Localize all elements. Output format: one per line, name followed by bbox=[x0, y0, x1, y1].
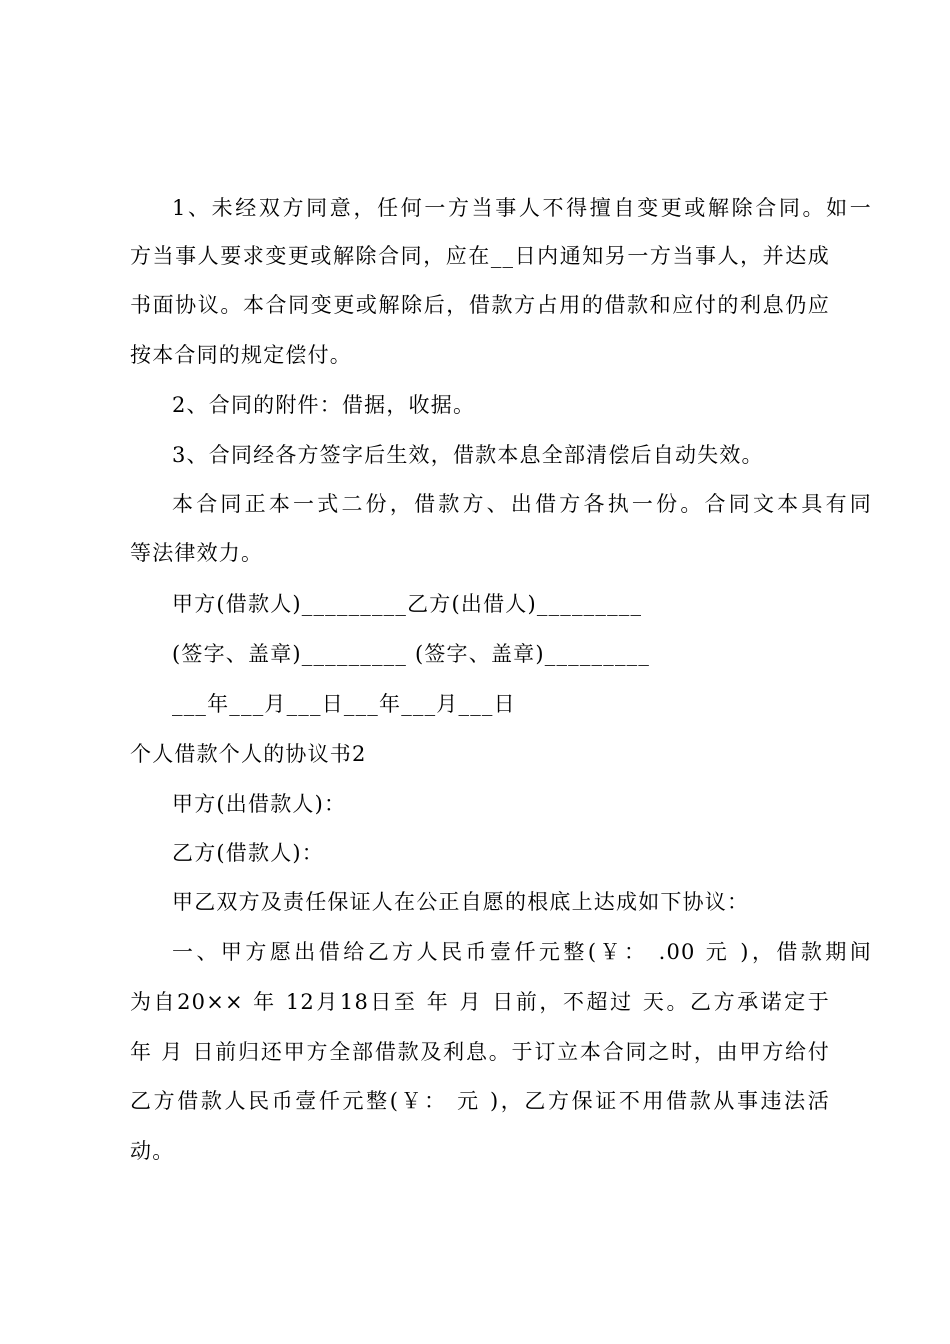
party-b-borrower: 乙方(借款人)： bbox=[172, 841, 324, 865]
signature-line: (签字、盖章)_________ (签字、盖章)_________ bbox=[172, 642, 651, 666]
article-1-line-4: 乙方借款人民币壹仟元整(￥： 元 )，乙方保证不用借款从事违法活 bbox=[130, 1089, 830, 1113]
agreement-intro: 甲乙双方及责任保证人在公正自愿的根底上达成如下协议： bbox=[172, 890, 750, 914]
date-line: ___年___月___日___年___月___日 bbox=[172, 692, 516, 716]
copies-line-1: 本合同正本一式二份，借款方、出借方各执一份。合同文本具有同 bbox=[172, 492, 872, 516]
article-1-line-5: 动。 bbox=[130, 1139, 175, 1163]
clause-1-line-2: 方当事人要求变更或解除合同，应在__日内通知另一方当事人，并达成 bbox=[130, 244, 830, 268]
article-1-line-2: 为自20×× 年 12月18日至 年 月 日前，不超过 天。乙方承诺定于 bbox=[130, 990, 830, 1014]
article-1-line-1: 一、甲方愿出借给乙方人民币壹仟元整(￥： .00 元 )，借款期间 bbox=[172, 940, 872, 964]
clause-1-line-1: 1、未经双方同意，任何一方当事人不得擅自变更或解除合同。如一 bbox=[172, 196, 872, 220]
clause-1-line-3: 书面协议。本合同变更或解除后，借款方占用的借款和应付的利息仍应 bbox=[130, 293, 830, 317]
document-2-title: 个人借款个人的协议书2 bbox=[130, 742, 367, 766]
party-a-lender: 甲方(出借款人)： bbox=[172, 792, 347, 816]
clause-2: 2、合同的附件：借据，收据。 bbox=[172, 393, 476, 417]
article-1-line-3: 年 月 日前归还甲方全部借款及利息。于订立本合同之时，由甲方给付 bbox=[130, 1040, 830, 1064]
party-names-line: 甲方(借款人)_________乙方(出借人)_________ bbox=[172, 592, 643, 616]
clause-3: 3、合同经各方签字后生效，借款本息全部清偿后自动失效。 bbox=[172, 443, 764, 467]
clause-1-line-4: 按本合同的规定偿付。 bbox=[130, 343, 352, 367]
copies-line-2: 等法律效力。 bbox=[130, 541, 264, 565]
